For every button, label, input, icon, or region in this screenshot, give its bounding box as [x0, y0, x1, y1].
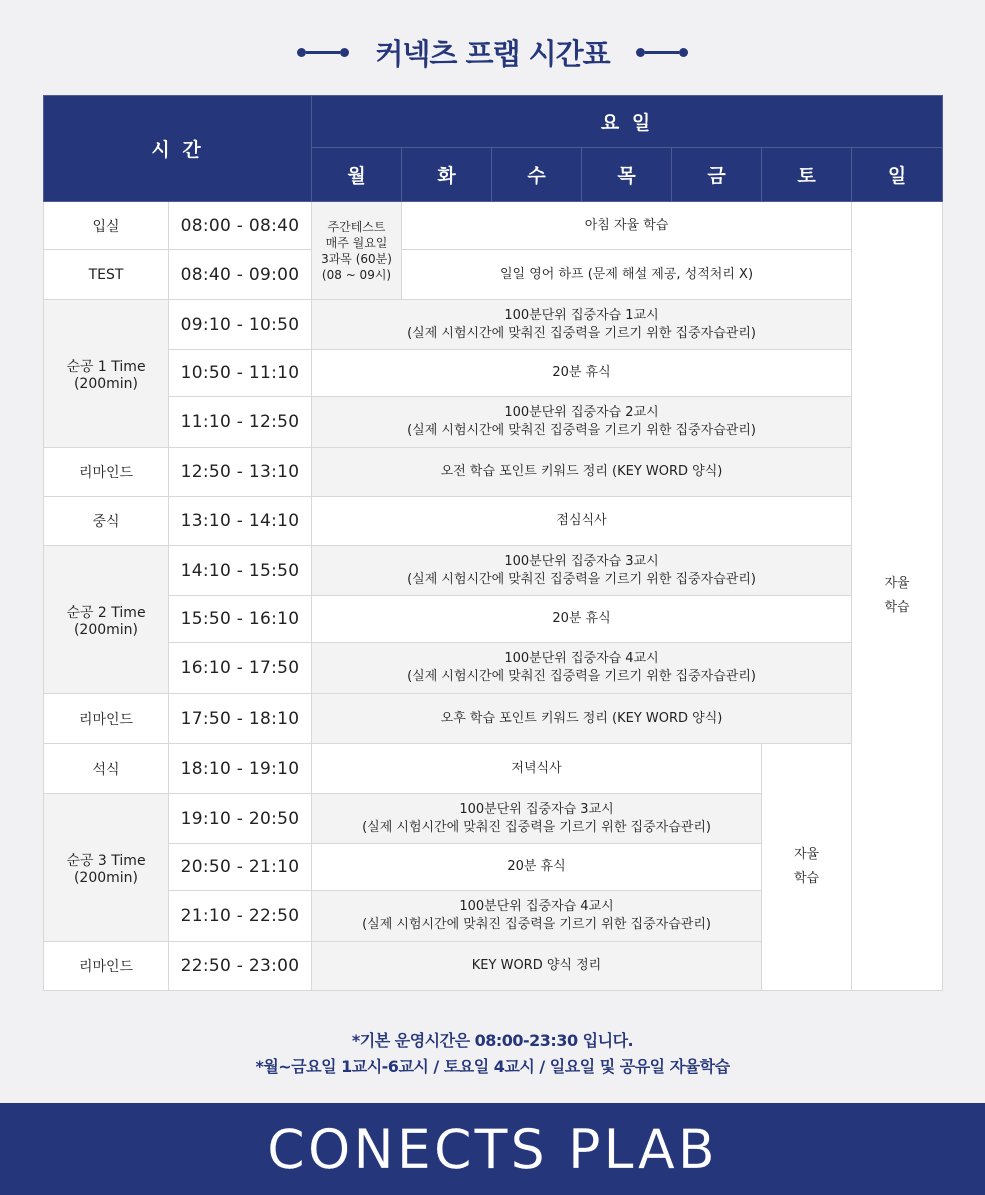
- day-wed: 수: [492, 148, 582, 202]
- footer-banner: [0, 1103, 985, 1195]
- row-time: 13:10 - 14:10: [169, 497, 312, 546]
- row-content: 저녁식사: [312, 744, 762, 794]
- row-label: 리마인드: [44, 448, 169, 497]
- table-row: [44, 643, 943, 694]
- row-time: 16:10 - 17:50: [169, 643, 312, 694]
- day-fri: 금: [672, 148, 762, 202]
- weekly-test-cell: 주간테스트 매주 월요일 3과목 (60분) (08 ~ 09시): [312, 202, 402, 300]
- row-time: 22:50 - 23:00: [169, 942, 312, 991]
- row-content: 20분 휴식: [312, 596, 852, 643]
- day-mon: 월: [312, 148, 402, 202]
- row-time: 09:10 - 10:50: [169, 300, 312, 350]
- row-label: 순공 2 Time (200min): [44, 546, 169, 694]
- row-time: 08:00 - 08:40: [169, 202, 312, 250]
- sunday-self-study-cell: 자율 학습: [852, 202, 943, 991]
- day-sat: 토: [762, 148, 852, 202]
- row-content: KEY WORD 양식 정리: [312, 942, 762, 991]
- row-time: 17:50 - 18:10: [169, 694, 312, 744]
- table-row: [44, 250, 943, 300]
- page-title: 커넥츠 프랩 시간표: [375, 36, 610, 71]
- row-time: 18:10 - 19:10: [169, 744, 312, 794]
- table-row: [44, 744, 943, 794]
- row-time: 10:50 - 11:10: [169, 350, 312, 397]
- timetable: [43, 95, 943, 991]
- note-schedule: *월~금요일 1교시-6교시 / 토요일 4교시 / 일요일 및 공유일 자율학습: [255, 1057, 730, 1076]
- row-label: 석식: [44, 744, 169, 794]
- table-row: [44, 694, 943, 744]
- day-thu: 목: [582, 148, 672, 202]
- saturday-self-study-cell: 자율 학습: [762, 744, 852, 991]
- brand-logo-text: CONECTS PLAB: [267, 1117, 718, 1181]
- row-content: 오전 학습 포인트 키워드 정리 (KEY WORD 양식): [312, 448, 852, 497]
- row-label: 리마인드: [44, 694, 169, 744]
- row-content: 100분단위 집중자습 3교시 (실제 시험시간에 맞춰진 집중력을 기르기 위한 집중자습관리): [312, 546, 852, 596]
- row-time: 12:50 - 13:10: [169, 448, 312, 497]
- row-content: 100분단위 집중자습 1교시 (실제 시험시간에 맞춰진 집중력을 기르기 위한 집중자습관리): [312, 300, 852, 350]
- row-content: 20분 휴식: [312, 844, 762, 891]
- notes: [0, 1028, 985, 1080]
- row-content: 100분단위 집중자습 2교시 (실제 시험시간에 맞춰진 집중력을 기르기 위한 집중자습관리): [312, 397, 852, 448]
- row-content: 100분단위 집중자습 3교시 (실제 시험시간에 맞춰진 집중력을 기르기 위한 집중자습관리): [312, 794, 762, 844]
- table-row: [44, 350, 943, 397]
- row-label: 순공 1 Time (200min): [44, 300, 169, 448]
- row-time: 14:10 - 15:50: [169, 546, 312, 596]
- table-row: [44, 202, 943, 250]
- note-operating-hours: *기본 운영시간은 08:00-23:30 입니다.: [351, 1031, 634, 1050]
- row-time: 21:10 - 22:50: [169, 891, 312, 942]
- table-row: [44, 300, 943, 350]
- title-decoration-left: [297, 48, 349, 57]
- row-time: 11:10 - 12:50: [169, 397, 312, 448]
- row-time: 19:10 - 20:50: [169, 794, 312, 844]
- row-content: 100분단위 집중자습 4교시 (실제 시험시간에 맞춰진 집중력을 기르기 위한 집중자습관리): [312, 643, 852, 694]
- row-content: 일일 영어 하프 (문제 해설 제공, 성적처리 X): [402, 250, 852, 300]
- table-row: [44, 596, 943, 643]
- header-time: 시 간: [44, 96, 312, 202]
- row-time: 20:50 - 21:10: [169, 844, 312, 891]
- row-content: 오후 학습 포인트 키워드 정리 (KEY WORD 양식): [312, 694, 852, 744]
- row-content: 20분 휴식: [312, 350, 852, 397]
- table-row: [44, 497, 943, 546]
- title-decoration-right: [636, 48, 688, 57]
- row-time: 15:50 - 16:10: [169, 596, 312, 643]
- row-label: TEST: [44, 250, 169, 300]
- table-row: [44, 448, 943, 497]
- row-time: 08:40 - 09:00: [169, 250, 312, 300]
- table-row: [44, 546, 943, 596]
- day-tue: 화: [402, 148, 492, 202]
- row-label: 리마인드: [44, 942, 169, 991]
- row-content: 점심식사: [312, 497, 852, 546]
- row-label: 순공 3 Time (200min): [44, 794, 169, 942]
- row-label: 입실: [44, 202, 169, 250]
- header-yoil: 요 일: [312, 96, 943, 148]
- title-row: [0, 30, 985, 74]
- row-content: 아침 자율 학습: [402, 202, 852, 250]
- day-sun: 일: [852, 148, 943, 202]
- row-content: 100분단위 집중자습 4교시 (실제 시험시간에 맞춰진 집중력을 기르기 위한 집중자습관리): [312, 891, 762, 942]
- table-row: [44, 397, 943, 448]
- row-label: 중식: [44, 497, 169, 546]
